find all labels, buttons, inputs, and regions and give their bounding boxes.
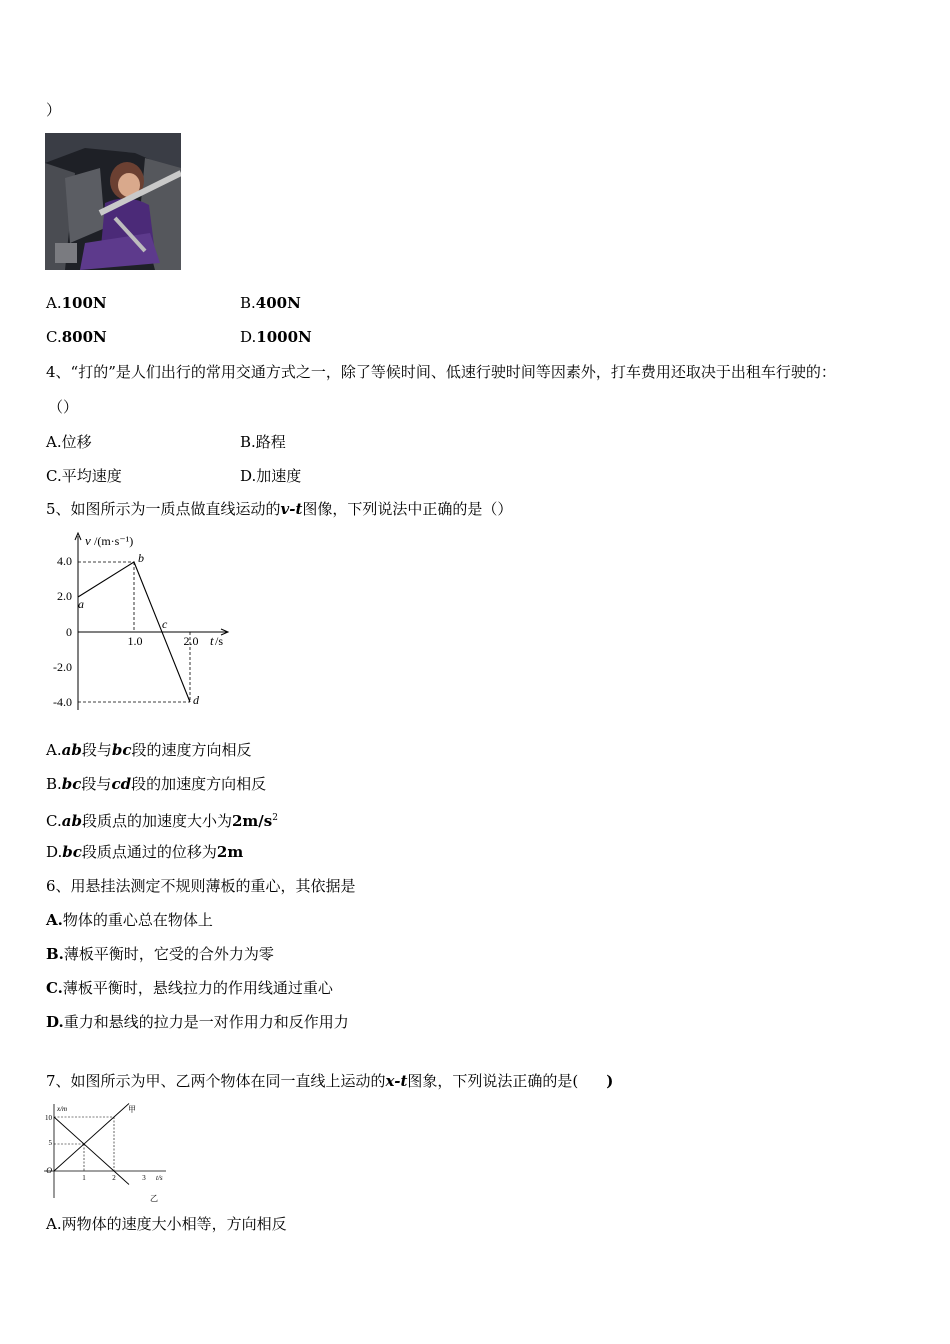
q4-option-d: D.加速度: [240, 467, 302, 485]
xt-series-label-yi: 乙: [150, 1194, 158, 1203]
vt-xlabel-t: t: [210, 633, 214, 648]
xt-series-yi: [54, 1117, 129, 1185]
xt-xlabel: t/s: [156, 1174, 163, 1182]
q7-question: 7、如图所示为甲、乙两个物体在同一直线上运动的x-t图象，下列说法正确的是( ): [46, 1072, 614, 1090]
vt-ytick-4: 4.0: [57, 554, 72, 568]
q6-option-d: D.重力和悬线的拉力是一对作用力和反作用力: [46, 1013, 349, 1031]
q6-option-a: A.物体的重心总在物体上: [46, 911, 213, 929]
xt-ytick-10: 10: [45, 1114, 52, 1122]
q4-option-c: C.平均速度: [46, 467, 122, 485]
vt-point-c: c: [162, 617, 168, 631]
q6-option-c: C.薄板平衡时，悬线拉力的作用线通过重心: [46, 979, 333, 997]
q6-option-b: B.薄板平衡时，它受的合外力为零: [46, 945, 274, 963]
vt-ylabel-v: v: [85, 533, 91, 548]
vt-point-a: a: [78, 597, 84, 611]
q3-option-a: A.100N: [46, 294, 107, 312]
q7-option-a: A.两物体的速度大小相等，方向相反: [46, 1215, 287, 1233]
q6-question: 6、用悬挂法测定不规则薄板的重心，其依据是: [46, 877, 356, 895]
q4-question: 4、“打的”是人们出行的常用交通方式之一，除了等候时间、低速行驶时间等因素外，打车费用还取决于出租车行驶的：: [46, 363, 836, 381]
q3-option-b: B.400N: [240, 294, 301, 312]
xt-xtick-1: 1: [82, 1174, 86, 1182]
xt-origin: O: [46, 1166, 52, 1175]
vt-xtick-2: 2.0: [183, 634, 199, 648]
q5-option-b: B.bc段与cd段的加速度方向相反: [46, 775, 267, 793]
xt-xtick-3: 3: [142, 1174, 146, 1182]
xt-series-label-jia: 甲: [128, 1105, 136, 1114]
vt-point-d: d: [193, 693, 199, 707]
q3-option-d: D.1000N: [240, 328, 312, 346]
q5-option-c: C.ab段质点的加速度大小为$2m/s^2$: [46, 812, 278, 830]
xt-ytick-5: 5: [48, 1139, 52, 1147]
child-car-seat-photo: [45, 133, 181, 270]
vt-ytick-neg4: -4.0: [53, 695, 72, 709]
xt-xtick-2: 2: [112, 1174, 116, 1182]
vt-ytick-neg2: -2.0: [53, 660, 72, 674]
q3-tail: ）: [46, 101, 62, 119]
vt-point-b: b: [138, 551, 144, 565]
vt-graph: [40, 528, 240, 723]
q5-question: 5、如图所示为一质点做直线运动的v-t图像，下列说法中正确的是（）: [46, 500, 513, 518]
vt-ytick-2: 2.0: [57, 589, 72, 603]
xt-series-jia: [54, 1104, 129, 1172]
q3-option-c: C.800N: [46, 328, 107, 346]
vt-ylabel-unit: /(m·s⁻¹): [94, 534, 134, 548]
xt-graph: [40, 1100, 175, 1205]
vt-xtick-1: 1.0: [127, 634, 143, 648]
q5-option-a: A.ab段与bc段的速度方向相反: [46, 741, 252, 759]
xt-ylabel: x/m: [57, 1105, 68, 1113]
q5-option-d: D.bc段质点通过的位移为2m: [46, 843, 244, 861]
vt-ytick-0: 0: [66, 625, 72, 639]
q4-option-a: A.位移: [46, 433, 92, 451]
q4-option-b: B.路程: [240, 433, 286, 451]
vt-xlabel-unit: /s: [215, 634, 224, 648]
q4-blank: （）: [48, 398, 79, 416]
